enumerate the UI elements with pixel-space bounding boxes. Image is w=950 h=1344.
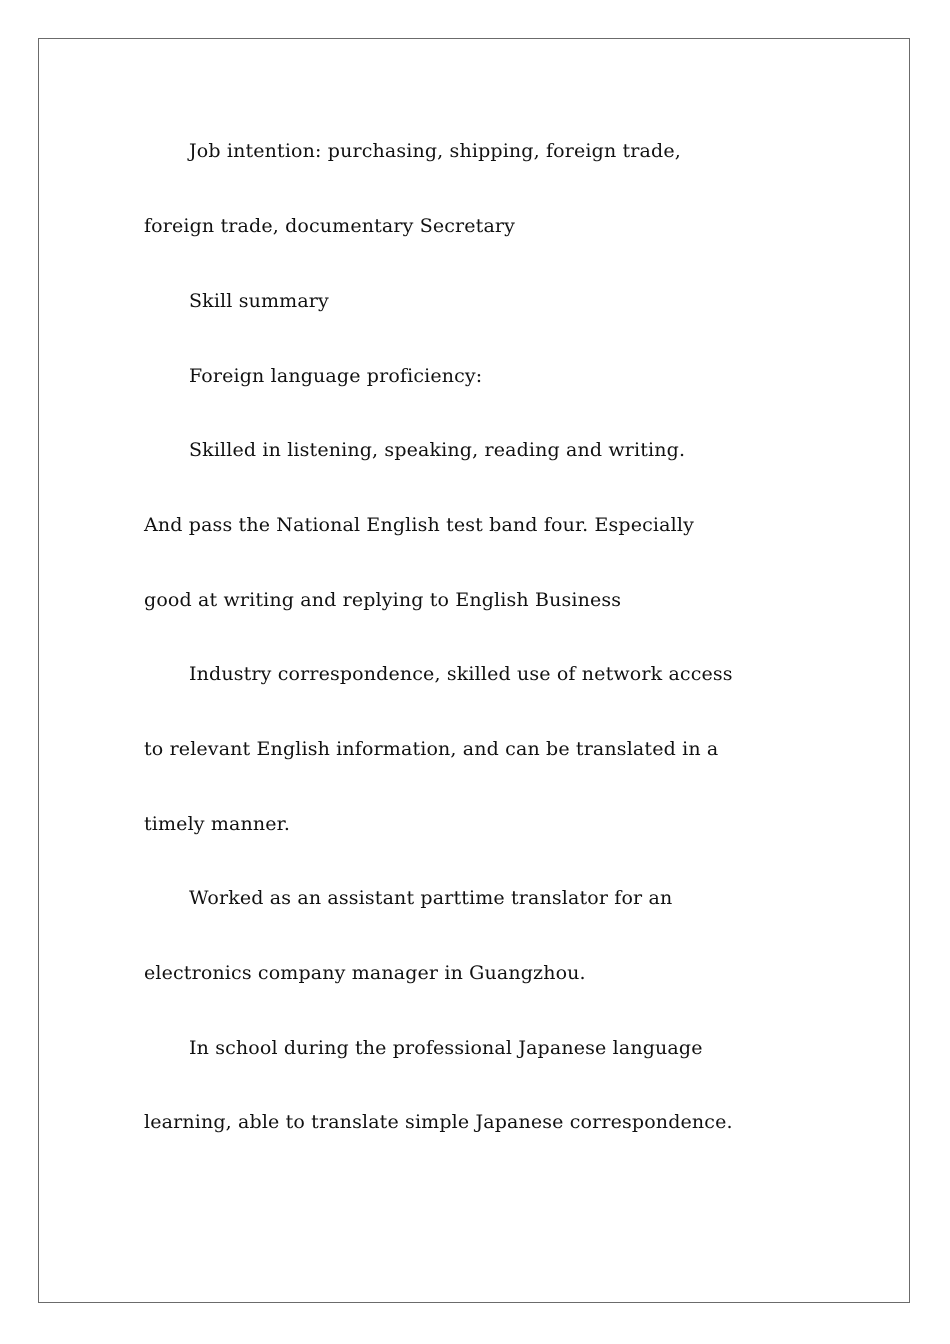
text-line-correspondence: Industry correspondence, skilled use of network access: [189, 663, 733, 685]
text-line-business-writing: good at writing and replying to English Business: [144, 589, 622, 611]
text-line-language-heading: Foreign language proficiency:: [189, 365, 483, 387]
text-line-translator: Worked as an assistant parttime translator for an: [189, 887, 673, 909]
text-line-timely: timely manner.: [144, 813, 291, 835]
text-line-japanese: In school during the professional Japanese language: [189, 1037, 703, 1059]
text-line-translation: to relevant English information, and can be translated in a: [144, 738, 719, 760]
text-line-skills: Skilled in listening, speaking, reading and writing.: [189, 439, 686, 461]
text-line-job-intention: Job intention: purchasing, shipping, foreign trade,: [189, 140, 681, 162]
text-line-japanese-cont: learning, able to translate simple Japanese correspondence.: [144, 1111, 733, 1133]
text-line-guangzhou: electronics company manager in Guangzhou.: [144, 962, 586, 984]
text-line-job-intention-cont: foreign trade, documentary Secretary: [144, 215, 516, 237]
text-line-band-four: And pass the National English test band four. Especially: [144, 514, 694, 536]
text-line-skill-summary: Skill summary: [189, 290, 329, 312]
